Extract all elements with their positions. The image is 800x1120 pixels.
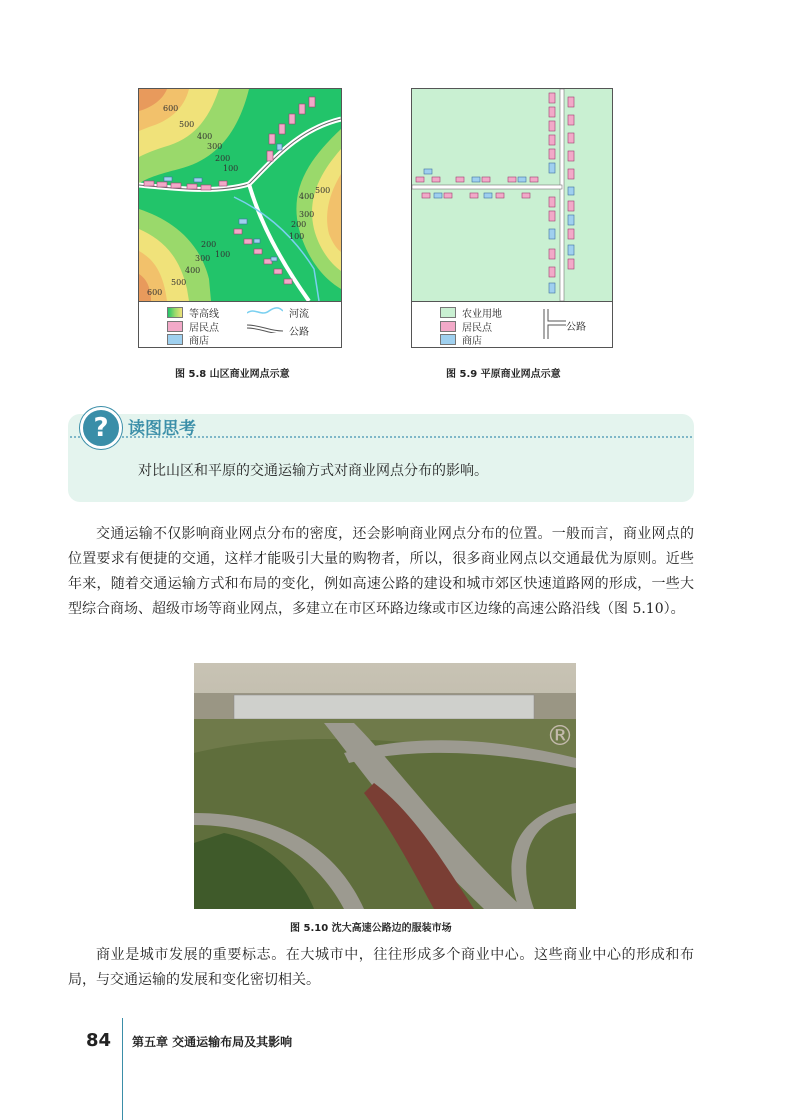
contour-label: 500 — [171, 278, 187, 287]
shop-swatch — [167, 334, 183, 345]
paragraph-1: 交通运输不仅影响商业网点分布的密度，还会影响商业网点分布的位置。一般而言，商业网点的位置要求有便捷的交通，这样才能吸引大量的购物者，所以，很多商业网点以交通最优为原则。近些年来，随着交通运输方式和布局的变化，例如高速公路的建设和城市郊区快速道路网的形成，一些大型综合商场、超级市场等商业网点，多建立在市区环路边缘或市区边缘的高速公路沿线（图 5.10）。 — [68, 526, 694, 617]
legend-contour: 等高线 — [189, 309, 219, 320]
contour-label: 400 — [197, 132, 213, 141]
question-icon: ? — [80, 407, 122, 449]
plain-map — [412, 89, 612, 301]
contour-label: 600 — [163, 104, 179, 113]
figure-5-8 — [138, 88, 342, 348]
contour-label: 400 — [299, 192, 315, 201]
think-text: 对比山区和平原的交通运输方式对商业网点分布的影响。 — [138, 463, 488, 479]
contour-label: 300 — [207, 142, 223, 151]
contour-label: 300 — [195, 254, 211, 263]
contour-label: 500 — [179, 120, 195, 129]
residential-swatch — [440, 321, 456, 332]
legend-farmland: 农业用地 — [462, 309, 502, 320]
legend-road: 公路 — [566, 322, 586, 333]
caption-fig-5-9: 图 5.9 平原商业网点示意 — [446, 369, 561, 380]
legend-residential: 居民点 — [189, 323, 219, 334]
contour-label: 100 — [215, 250, 231, 259]
think-title: 读图思考 — [128, 419, 196, 439]
legend-residential: 居民点 — [462, 323, 492, 334]
road-legend-icon — [538, 309, 566, 339]
road-legend-icon — [247, 323, 283, 333]
residential-swatch — [167, 321, 183, 332]
contour-label: 100 — [289, 232, 305, 241]
contour-label: 200 — [215, 154, 231, 163]
caption-fig-5-10: 图 5.10 沈大高速公路边的服装市场 — [290, 923, 452, 934]
highway-photo — [194, 663, 576, 909]
legend-road: 公路 — [289, 327, 309, 338]
legend-shop: 商店 — [462, 336, 482, 347]
figure-5-9 — [411, 88, 613, 348]
contour-swatch — [167, 307, 183, 318]
contour-label: 100 — [223, 164, 239, 173]
page-number: 84 — [86, 1030, 112, 1051]
river-legend-icon — [247, 307, 283, 317]
chapter-title: 第五章 交通运输布局及其影响 — [132, 1035, 293, 1049]
paragraph-2: 商业是城市发展的重要标志。在大城市中，往往形成多个商业中心。这些商业中心的形成和布局，与交通运输的发展和变化密切相关。 — [68, 947, 694, 988]
legend-river: 河流 — [289, 309, 309, 320]
contour-label: 300 — [299, 210, 315, 219]
legend-shop: 商店 — [189, 336, 209, 347]
contour-label: 600 — [147, 288, 163, 297]
mountain-map — [139, 89, 341, 301]
contour-label: 500 — [315, 186, 331, 195]
caption-fig-5-8: 图 5.8 山区商业网点示意 — [175, 369, 290, 380]
contour-label: 200 — [291, 220, 307, 229]
contour-label: 400 — [185, 266, 201, 275]
contour-label: 200 — [201, 240, 217, 249]
farmland-swatch — [440, 307, 456, 318]
watermark: ® — [546, 719, 574, 752]
footer-divider — [122, 1018, 123, 1120]
shop-swatch — [440, 334, 456, 345]
